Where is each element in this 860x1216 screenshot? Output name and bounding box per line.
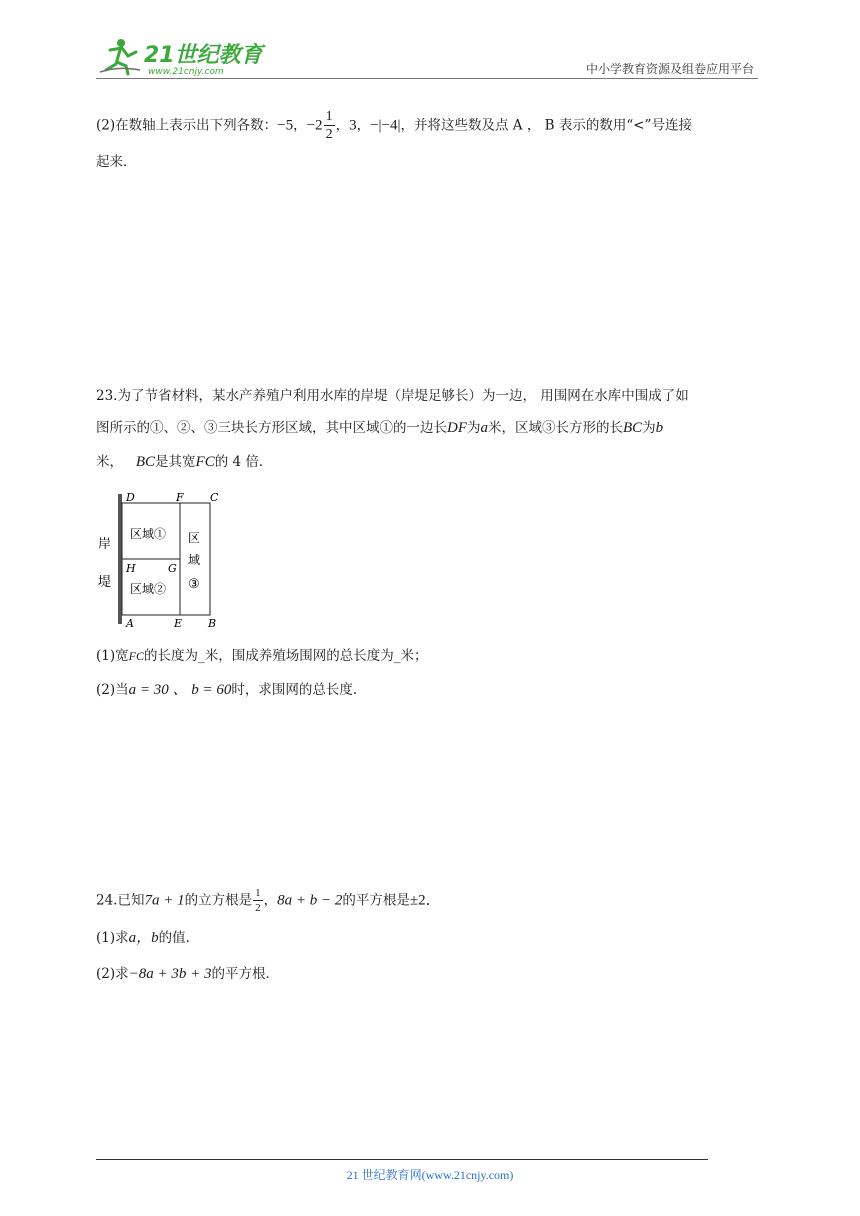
text: 为 — [467, 420, 481, 436]
label-C: C — [210, 491, 219, 504]
var-FC: FC — [195, 454, 215, 470]
bank-wall — [118, 494, 122, 624]
number-neg-abs4: −|−4| — [370, 117, 401, 134]
runner-icon — [100, 39, 140, 74]
frac-num: 1 — [325, 109, 333, 124]
text: 的平方根． — [211, 966, 279, 982]
label-E: E — [174, 617, 183, 630]
var-DF: DF — [447, 420, 467, 436]
text: 为 — [642, 420, 656, 436]
text: 的 4 倍． — [214, 454, 273, 470]
frac-den: 2 — [255, 902, 261, 914]
text: 时，求围网的总长度． — [231, 682, 367, 698]
var-BC: BC — [135, 454, 156, 470]
sep: ， — [293, 117, 307, 134]
footer-divider — [96, 1159, 708, 1160]
text: 米， — [96, 454, 123, 470]
text: 米，区域③长方形的长 — [488, 420, 623, 436]
text: (2)当 — [96, 682, 129, 698]
text: 的平方根是 — [342, 892, 410, 909]
q22-suffix: ，并将这些数及点 A ， B 表示的数用“<”号连接 — [400, 117, 692, 134]
text: (1)宽 — [96, 648, 129, 664]
logo-url: www.21cnjy.com — [148, 67, 224, 77]
number-mixed-whole: −2 — [306, 117, 323, 134]
q23-line3 — [96, 452, 272, 472]
q22-part2-line1 — [96, 110, 692, 142]
region-diagram — [96, 488, 236, 630]
label-F: F — [176, 491, 184, 504]
sep: ， — [335, 117, 350, 134]
q24-sub2 — [96, 964, 279, 984]
label-H: H — [126, 562, 136, 575]
q23-line2 — [96, 418, 663, 438]
text: ， — [263, 892, 278, 909]
text: 的值． — [158, 930, 200, 946]
sep: ， — [356, 117, 371, 134]
text: 的长度为_米，围成养殖场围网的总长度为_米； — [143, 648, 428, 664]
number-neg5: −5 — [277, 117, 294, 134]
expr-8a-b-2: 8a + b − 2 — [277, 892, 343, 909]
header-divider — [96, 78, 758, 79]
region1-label: 区域① — [130, 527, 167, 541]
text: 的立方根是 — [184, 892, 253, 909]
frac-den: 2 — [325, 127, 333, 142]
region3-label-3: ③ — [188, 577, 200, 592]
label-G: G — [168, 562, 177, 575]
q23-line1: 23.为了节省材料，某水产养殖户利用水库的岸堤（岸堤足够长）为一边， 用围网在水库中围成了如 — [96, 388, 689, 404]
var-a: a — [480, 420, 488, 436]
label-B: B — [208, 617, 217, 630]
bank-label-2: 堤 — [98, 575, 112, 590]
logo-text: 21世纪教育 — [144, 43, 263, 68]
region3-label-2: 域 — [188, 553, 201, 567]
number-3: 3 — [349, 117, 357, 134]
q23-sub1 — [96, 646, 427, 666]
label-D: D — [126, 491, 135, 504]
q22-part2-line2: 起来． — [96, 154, 137, 170]
text: 24.已知 — [96, 892, 145, 909]
header-platform-text: 中小学教育资源及组卷应用平台 — [585, 62, 754, 76]
region3-label-1: 区 — [188, 531, 201, 545]
var-FC: FC — [128, 649, 144, 663]
var-BC: BC — [623, 420, 643, 436]
expr-7a-plus-1: 7a + 1 — [144, 892, 185, 909]
condition-expr: a = 30 、 b = 60 — [128, 682, 232, 698]
var-b: b — [655, 420, 664, 436]
q23-sub2 — [96, 680, 366, 700]
text: (2)求 — [96, 966, 129, 982]
value-pm2: ±2． — [409, 892, 441, 909]
text: 是其宽 — [155, 454, 196, 470]
text: 图所示的①、②、③三块长方形区域，其中区域①的一边长 — [96, 420, 447, 436]
q22-prefix: (2)在数轴上表示出下列各数： — [96, 117, 278, 134]
q24-line1 — [96, 888, 441, 914]
label-A: A — [126, 617, 134, 630]
footer-link[interactable]: 21 世纪教育网(www.21cnjy.com) — [346, 1168, 514, 1182]
fraction-half — [324, 110, 335, 142]
q24-sub1 — [96, 928, 199, 948]
expr-neg8a-3b-3: −8a + 3b + 3 — [128, 966, 212, 982]
text: (1)求 — [96, 930, 129, 946]
site-logo — [96, 36, 266, 80]
vars-ab: a，b — [128, 930, 159, 946]
region2-label: 区域② — [130, 582, 167, 596]
bank-label-1: 岸 — [98, 537, 112, 552]
fraction-half — [253, 888, 263, 914]
frac-num: 1 — [255, 887, 261, 899]
